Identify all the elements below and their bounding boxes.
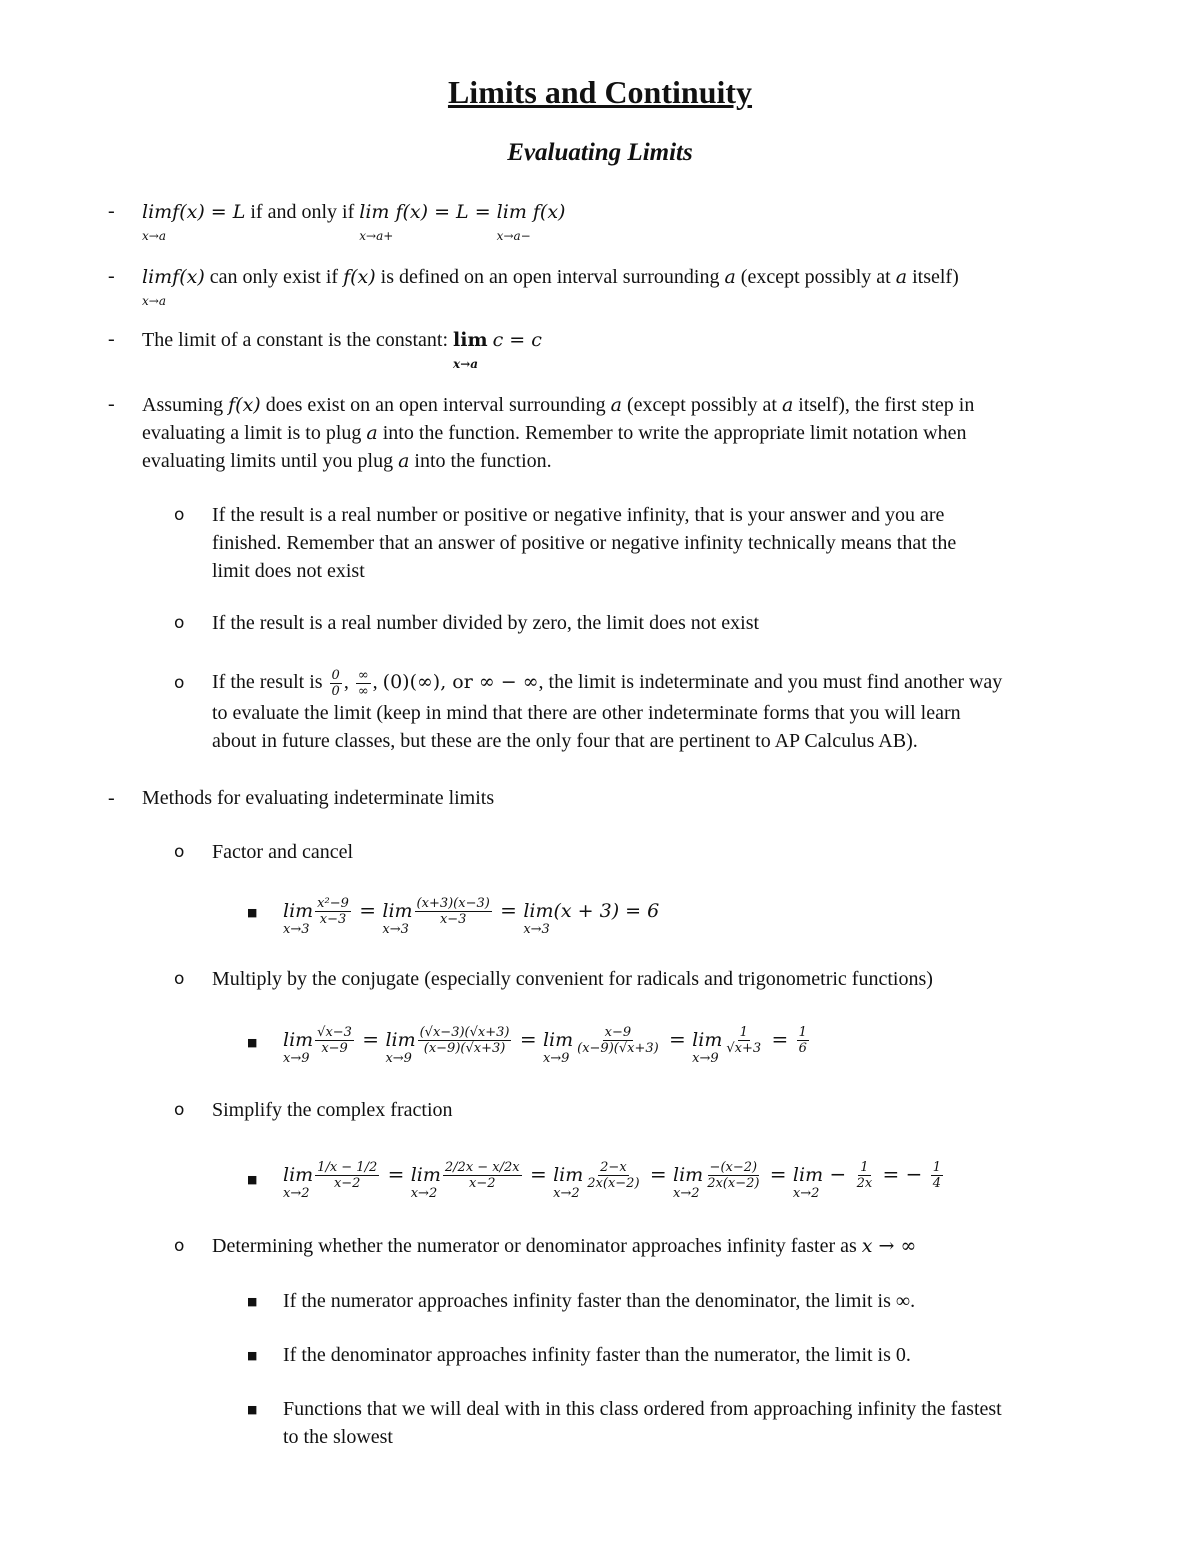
square-bullet: ■ <box>247 1036 258 1049</box>
fraction: $\frac{2-x}{2x(x-2)}$ <box>587 1160 640 1191</box>
section-heading: Evaluating Limits <box>507 139 693 166</box>
limit-symbol: lim x→2 <box>410 1164 441 1201</box>
equation-factor: lim x→3 $\frac{\text{x²−9}}{x-3}$ = lim x→3 $\frac{(x+3)(x-3)}{x-3}$ = lim x→3 (x + 3) = 6 <box>283 896 660 937</box>
math-expr: f(x) = L = <box>395 201 497 223</box>
bullet-text: itself) <box>907 266 959 288</box>
fraction: $\frac{-(x-2)}{2x(x-2)}$ <box>707 1160 760 1191</box>
limit-symbol: lim x→9 <box>542 1029 574 1066</box>
bullet-methods: Methods for evaluating indeterminate limits <box>142 787 495 809</box>
subbullet-divide-by-zero: If the result is a real number divided by zero, the limit does not exist <box>212 612 760 634</box>
fraction: $\frac{1}{6}$ <box>798 1025 807 1056</box>
bullet-text: (except possibly at <box>735 266 896 288</box>
fraction: $\frac{1/x - 1/2}{x-2}$ <box>317 1160 378 1191</box>
limit-symbol: lim x→a <box>142 201 173 243</box>
bullet-constant-limit <box>142 326 1142 371</box>
dash-bullet: - <box>108 265 115 287</box>
page-title: Limits and Continuity <box>447 74 753 110</box>
method-complex-fraction-label: Simplify the complex fraction <box>212 1099 453 1121</box>
fraction: $\frac{(√x-3)(√x+3)}{(x-9)(√x+3)}$ <box>419 1025 510 1056</box>
limit-symbol: lim x→a− <box>496 201 531 243</box>
fraction: $\frac{(x+3)(x-3)}{x-3}$ <box>416 896 490 927</box>
method-factor-label: Factor and cancel <box>212 841 354 863</box>
equation-complex-fraction: lim x→2 $\frac{1/x - 1/2}{x-2}$ = lim x→2 $\frac{2/2x - x/2x}{x-2}$ = lim x→2 $\frac{2-x}{2x(x-2)}$ = lim x→2 $\frac{-(x-2)}{2x(x-2)}$ = lim x→2 − $\frac{1}{2x}$ = − $\frac{1}{4}$ <box>283 1160 942 1201</box>
fraction: $\frac{2/2x - x/2x}{x-2}$ <box>444 1160 520 1191</box>
dash-bullet: - <box>108 200 115 222</box>
dash-bullet: - <box>108 393 115 415</box>
rule-function-ordering: Functions that we will deal with in this class ordered from approaching infinity the fastest to the slowest <box>283 1398 1002 1448</box>
circle-bullet: o <box>174 673 185 693</box>
circle-bullet: o <box>174 1236 185 1256</box>
math-expr: f(x) = L <box>172 201 246 223</box>
rule-numerator-faster: If the numerator approaches infinity faster than the denominator, the limit is ∞. <box>283 1290 916 1312</box>
math-expr: c = c <box>492 329 542 351</box>
limit-symbol: lim x→9 <box>692 1029 723 1066</box>
square-bullet: ■ <box>247 1403 258 1416</box>
square-bullet: ■ <box>247 1349 258 1362</box>
method-infinity-label: Determining whether the numerator or denominator approaches infinity faster as x → ∞ <box>212 1235 917 1257</box>
bullet-first-step: Assuming f(x) does exist on an open interval surrounding a (except possibly at a itself), the first step in evaluating a limit is to plug a into the function. Remember to write the appropriate limit notation when evaluating limits until you plug a into the function. <box>142 394 975 472</box>
equation-conjugate: lim x→9 $\frac{√x-3}{x-9}$ = lim x→9 $\frac{(√x-3)(√x+3)}{(x-9)(√x+3)}$ = lim x→9 $\frac{x-9}{(x-9)(√x+3)}$ = lim x→9 $\frac{1}{√x+3}$ = $\frac{1}{6}$ <box>283 1025 807 1066</box>
circle-bullet: o <box>174 842 185 862</box>
subbullet-real-number: If the result is a real number or positive or negative infinity, that is your answer and you are finished. Remember that an answer of positive or negative infinity technically means that the limit does not exist <box>212 504 957 582</box>
limit-symbol: lim x→9 <box>283 1029 314 1066</box>
square-bullet: ■ <box>247 906 258 919</box>
math-expr: f(x) <box>172 266 205 288</box>
dash-bullet: - <box>108 787 115 809</box>
limit-symbol: lim x→3 <box>382 900 413 937</box>
math-expr: f(x) <box>343 266 376 288</box>
dash-bullet: - <box>108 328 115 350</box>
limit-symbol: lim x→3 <box>283 900 314 937</box>
circle-bullet: o <box>174 969 185 989</box>
circle-bullet: o <box>174 505 185 525</box>
limit-symbol: lim x→3 <box>523 900 554 937</box>
limit-symbol: lim x→a <box>453 329 488 371</box>
limit-symbol: lim x→2 <box>553 1164 584 1201</box>
limit-symbol: lim x→2 <box>792 1164 824 1201</box>
circle-bullet: o <box>174 1100 185 1120</box>
limit-symbol: lim x→a+ <box>359 201 394 243</box>
bullet-text: is defined on an open interval surrounding <box>375 266 725 288</box>
limit-symbol: lim x→9 <box>385 1029 416 1066</box>
bullet-limit-definition <box>142 198 1142 243</box>
square-bullet: ■ <box>247 1295 258 1308</box>
bullet-text: The limit of a constant is the constant: <box>142 329 454 351</box>
limit-symbol: lim x→a <box>142 266 173 308</box>
fraction: $\frac{√x-3}{x-9}$ <box>317 1025 352 1056</box>
fraction: $\frac{\text{x²−9}}{x-3}$ <box>317 896 349 927</box>
bullet-text: can only exist if <box>204 266 344 288</box>
fraction: $\frac{\infty}{\infty}$ <box>357 668 369 699</box>
fraction: $\frac{0}{0}$ <box>331 668 340 699</box>
rule-denominator-faster: If the denominator approaches infinity faster than the numerator, the limit is 0. <box>283 1344 911 1366</box>
math-var: a <box>724 266 736 288</box>
bullet-limit-existence <box>142 263 1142 308</box>
fraction: $\frac{1}{2x}$ <box>856 1160 873 1191</box>
math-expr: f(x) <box>532 201 566 223</box>
square-bullet: ■ <box>247 1173 258 1186</box>
subbullet-indeterminate: If the result is $\frac{0}{0}$ , $\frac{\infty}{\infty}$ , (0)(∞), or ∞ − ∞, the limit is indeterminate and you must find another way to evaluate the limit (keep in mind that there are other indeterminate forms that you will learn about in future classes, but these are the only four that are pertinent to AP Calculus AB). <box>212 668 1003 752</box>
bullet-text: if and only if <box>245 201 360 223</box>
fraction: $\frac{1}{4}$ <box>932 1160 942 1191</box>
limit-symbol: lim x→2 <box>673 1164 704 1201</box>
limit-symbol: lim x→2 <box>283 1164 314 1201</box>
fraction: $\frac{1}{√x+3}$ <box>726 1025 762 1056</box>
circle-bullet: o <box>174 613 185 633</box>
method-conjugate-label: Multiply by the conjugate (especially convenient for radicals and trigonometric functions) <box>212 968 933 990</box>
math-var: a <box>895 266 908 288</box>
fraction: $\frac{x-9}{(x-9)(√x+3)}$ <box>577 1025 659 1056</box>
